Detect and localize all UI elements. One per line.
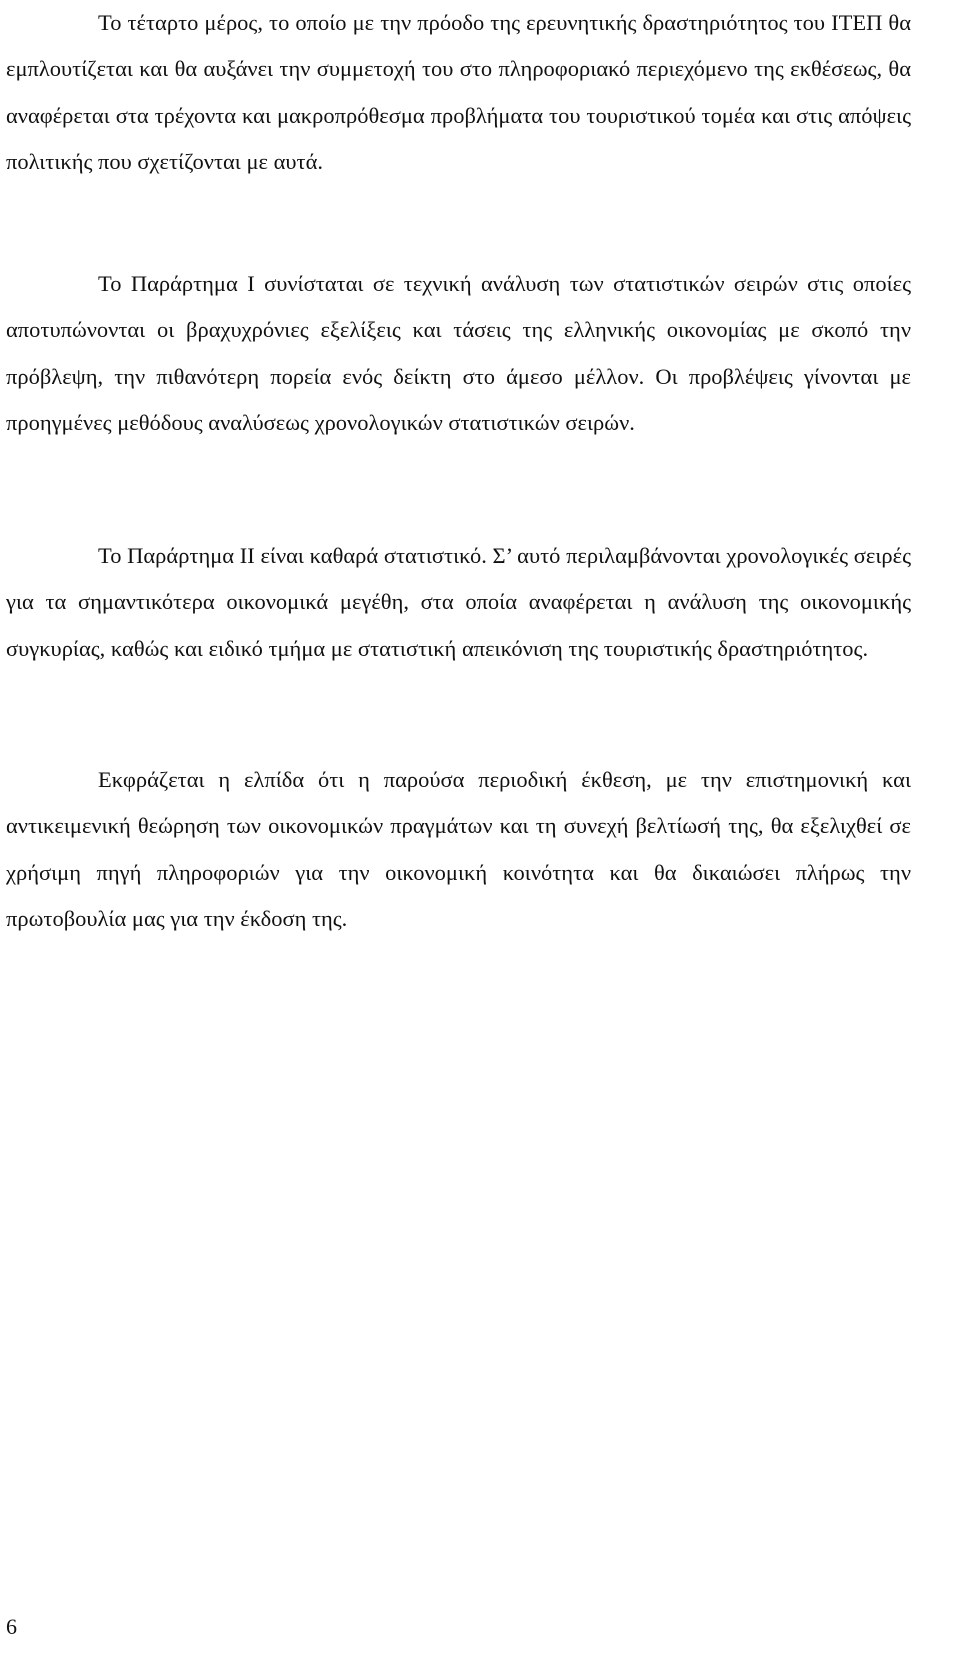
paragraph-fourth-part: Το τέταρτο μέρος, το οποίο με την πρόοδο της ερευνητικής δραστηριότητος του ΙΤΕΠ θα εμπλουτίζεται και θα αυξάνει την συμμετοχή του στο πληροφοριακό περιεχόμενο της εκθέσεως, θα αναφέρεται στα τρέχοντα και μακροπρόθεσμα προβλήματα του τουριστικού τομέα και στις απόψεις πολιτικής που σχετίζονται με αυτά.	[6, 10, 911, 175]
paragraph-appendix-two: Το Παράρτημα ΙΙ είναι καθαρά στατιστικό. Σ’ αυτό περιλαμβάνονται χρονολογικές σειρές για τα σημαντικότερα οικονομικά μεγέθη, στα οποία αναφέρεται η ανάλυση της οικονομικής συγκυρίας, καθώς και ειδικό τμήμα με στατιστική απεικόνιση της τουριστικής δραστηριότητος.	[6, 543, 911, 661]
paragraph-appendix-one: Το Παράρτημα Ι συνίσταται σε τεχνική ανάλυση των στατιστικών σειρών στις οποίες αποτυπώνονται οι βραχυχρόνιες εξελίξεις και τάσεις της ελληνικής οικονομίας με σκοπό την πρόβλεψη, την πιθανότερη πορεία ενός δείκτη στο άμεσο μέλλον. Οι προβλέψεις γίνονται με προηγμένες μεθόδους αναλύσεως χρονολογικών στατιστικών σειρών.	[6, 271, 911, 436]
page-number: 6	[6, 1614, 17, 1639]
paragraph-closing-hope: Εκφράζεται η ελπίδα ότι η παρούσα περιοδική έκθεση, με την επιστημονική και αντικειμενική θεώρηση των οικονομικών πραγμάτων και τη συνεχή βελτίωσή της, θα εξελιχθεί σε χρήσιμη πηγή πληροφοριών για την οικονομική κοινότητα και θα δικαιώσει πλήρως την πρωτοβουλία μας για την έκδοση της.	[6, 767, 911, 932]
